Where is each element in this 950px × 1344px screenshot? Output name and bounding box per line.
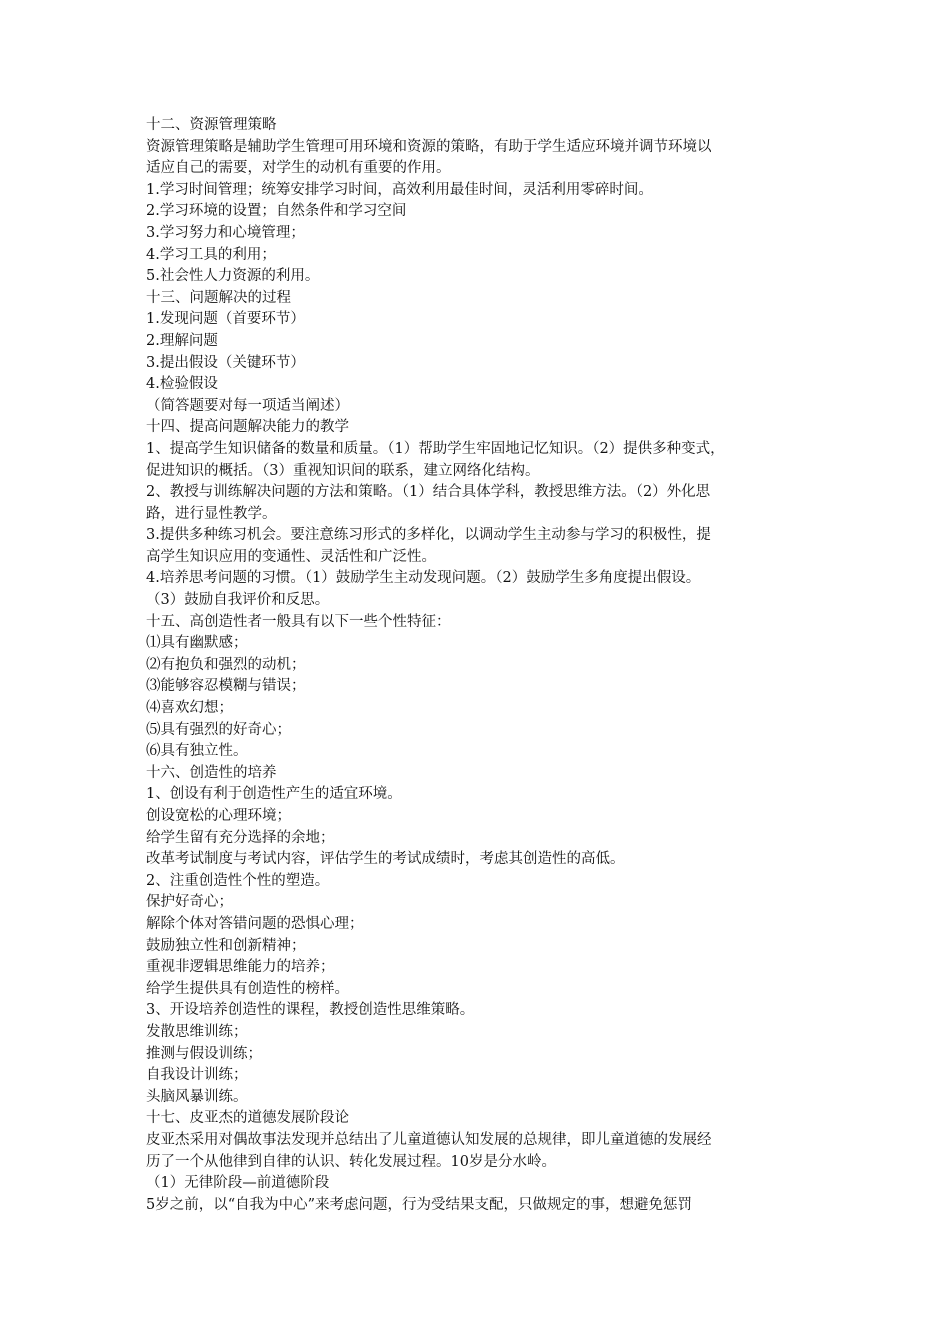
text-line: 十五、高创造性者一般具有以下一些个性特征： xyxy=(146,613,451,630)
text-line: 给学生留有充分选择的余地； xyxy=(146,829,335,846)
text-line: 重视非逻辑思维能力的培养； xyxy=(146,959,335,976)
text-line: 3.提出假设（关键环节） xyxy=(146,354,305,371)
text-line: 改革考试制度与考试内容，评估学生的考试成绩时，考虑其创造性的高低。 xyxy=(146,851,625,868)
text-line: （1）无律阶段—前道德阶段 xyxy=(146,1175,330,1192)
text-line: 1、创设有利于创造性产生的适宜环境。 xyxy=(146,786,402,803)
text-line: ⑷喜欢幻想； xyxy=(146,700,233,717)
text-line: ⑴具有幽默感； xyxy=(146,635,248,652)
text-line: 资源管理策略是辅助学生管理可用环境和资源的策略，有助于学生适应环境并调节环境以 xyxy=(146,138,712,155)
text-line: 高学生知识应用的变通性、灵活性和广泛性。 xyxy=(146,548,436,565)
text-line: 头脑风暴训练。 xyxy=(146,1088,248,1105)
text-line: 十二、资源管理策略 xyxy=(146,117,277,133)
text-line: 3、开设培养创造性的课程，教授创造性思维策略。 xyxy=(146,1002,475,1019)
text-line: 2.理解问题 xyxy=(146,332,218,349)
text-line: 十七、皮亚杰的道德发展阶段论 xyxy=(146,1110,349,1127)
text-line: 4.学习工具的利用； xyxy=(146,246,276,263)
text-line: 2、教授与训练解决问题的方法和策略。（1）结合具体学科，教授思维方法。（2）外化思 xyxy=(146,484,711,501)
text-line: ⑸具有强烈的好奇心； xyxy=(146,721,291,738)
text-line: 5.社会性人力资源的利用。 xyxy=(146,268,320,285)
text-line: 适应自己的需要，对学生的动机有重要的作用。 xyxy=(146,160,451,177)
text-line: 保护好奇心； xyxy=(146,894,233,911)
text-line: ⑹具有独立性。 xyxy=(146,743,248,760)
text-line: 皮亚杰采用对偶故事法发现并总结出了儿童道德认知发展的总规律，即儿童道德的发展经 xyxy=(146,1131,712,1148)
text-line: 解除个体对答错问题的恐惧心理； xyxy=(146,915,364,932)
text-line: （简答题要对每一项适当阐述） xyxy=(146,397,349,414)
text-line: ⑶能够容忍模糊与错误； xyxy=(146,678,306,695)
text-line: 给学生提供具有创造性的榜样。 xyxy=(146,980,349,997)
text-line: 创设宽松的心理环境； xyxy=(146,808,291,824)
text-line: 路，进行显性教学。 xyxy=(146,505,277,522)
text-line: 4.培养思考问题的习惯。（1）鼓励学生主动发现问题。（2）鼓励学生多角度提出假设。 xyxy=(146,570,701,587)
text-line: 历了一个从他律到自律的认识、转化发展过程。10岁是分水岭。 xyxy=(146,1153,556,1170)
text-line: 2.学习环境的设置；自然条件和学习空间 xyxy=(146,203,407,220)
text-line: 自我设计训练； xyxy=(146,1067,248,1084)
text-line: 3.提供多种练习机会。要注意练习形式的多样化，以调动学生主动参与学习的积极性，提 xyxy=(146,527,711,544)
text-line: （3）鼓励自我评价和反思。 xyxy=(146,592,330,609)
text-line: 十三、问题解决的过程 xyxy=(146,289,291,306)
text-line: 1.学习时间管理；统筹安排学习时间，高效利用最佳时间，灵活利用零碎时间。 xyxy=(146,181,653,198)
text-line: 1、提高学生知识储备的数量和质量。（1）帮助学生牢固地记忆知识。（2）提供多种变式， xyxy=(146,440,725,457)
text-line: 十六、创造性的培养 xyxy=(146,764,277,781)
text-line: 促进知识的概括。（3）重视知识间的联系，建立网络化结构。 xyxy=(146,462,540,479)
document-body xyxy=(146,115,816,1216)
text-line: 十四、提高问题解决能力的教学 xyxy=(146,419,349,436)
text-line: ⑵有抱负和强烈的动机； xyxy=(146,656,306,673)
text-line: 发散思维训练； xyxy=(146,1023,248,1040)
text-line: 2、注重创造性个性的塑造。 xyxy=(146,872,330,889)
text-line: 1.发现问题（首要环节） xyxy=(146,311,305,328)
text-line: 推测与假设训练； xyxy=(146,1045,262,1062)
text-line: 5岁之前，以“自我为中心”来考虑问题，行为受结果支配，只做规定的事，想避免惩罚 xyxy=(146,1196,693,1213)
text-line: 4.检验假设 xyxy=(146,376,218,393)
text-line: 3.学习努力和心境管理； xyxy=(146,224,305,241)
text-line: 鼓励独立性和创新精神； xyxy=(146,937,306,954)
